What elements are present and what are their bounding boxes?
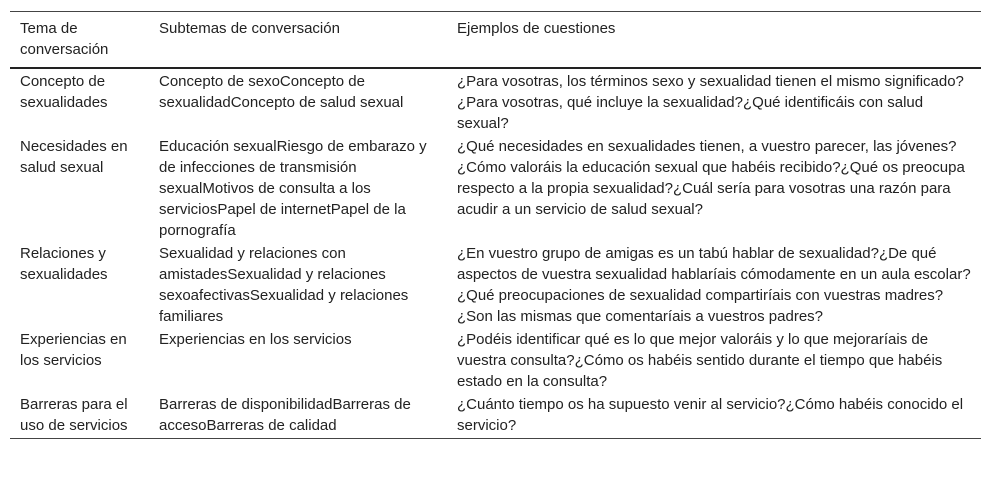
table-row bbox=[10, 329, 981, 394]
cell-ejemplos: ¿En vuestro grupo de amigas es un tabú hablar de sexualidad?¿De qué aspectos de vuestra sexualidad hablaríais cómodamente en un aula escolar?¿Qué preocupaciones de sexualidad compartiríais con vuestras madres? ¿Son las mismas que comentaríais a vuestros padres? bbox=[457, 245, 971, 325]
cell-subtemas: Concepto de sexoConcepto de sexualidadConcepto de salud sexual bbox=[159, 73, 404, 111]
cell-tema: Relaciones y sexualidades bbox=[20, 245, 108, 283]
table-row bbox=[10, 136, 981, 243]
cell-ejemplos: ¿Podéis identificar qué es lo que mejor valoráis y lo que mejoraríais de vuestra consulta?¿Cómo os habéis sentido durante el tiempo que habéis estado en la consulta? bbox=[457, 331, 943, 390]
cell-tema: Barreras para el uso de servicios bbox=[20, 396, 128, 434]
table-row bbox=[10, 243, 981, 329]
cell-subtemas: Experiencias en los servicios bbox=[159, 331, 352, 348]
cell-ejemplos: ¿Qué necesidades en sexualidades tienen, a vuestro parecer, las jóvenes?¿Cómo valoráis la educación sexual que habéis recibido?¿Qué os preocupa respecto a la propia sexualidad?¿Cuál sería para vosotras una razón para acudir a un servicio de salud sexual? bbox=[457, 138, 965, 218]
table-body bbox=[10, 68, 981, 439]
cell-ejemplos: ¿Para vosotras, los términos sexo y sexualidad tienen el mismo significado?¿Para vosotras, qué incluye la sexualidad?¿Qué identificáis con salud sexual? bbox=[457, 73, 964, 132]
cell-subtemas: Educación sexualRiesgo de embarazo y de infecciones de transmisión sexualMotivos de consulta a los serviciosPapel de internetPapel de la pornografía bbox=[159, 138, 427, 239]
cell-tema: Experiencias en los servicios bbox=[20, 331, 127, 369]
conversation-topics-table bbox=[10, 11, 981, 439]
header-tema: Tema de conversación bbox=[20, 20, 109, 58]
cell-tema: Necesidades en salud sexual bbox=[20, 138, 128, 176]
header-row bbox=[10, 12, 981, 69]
table-row bbox=[10, 68, 981, 136]
cell-subtemas: Sexualidad y relaciones con amistadesSexualidad y relaciones sexoafectivasSexualidad y relaciones familiares bbox=[159, 245, 409, 325]
cell-ejemplos: ¿Cuánto tiempo os ha supuesto venir al servicio?¿Cómo habéis conocido el servicio? bbox=[457, 396, 964, 434]
header-subtemas: Subtemas de conversación bbox=[159, 20, 340, 37]
cell-tema: Concepto de sexualidades bbox=[20, 73, 108, 111]
cell-subtemas: Barreras de disponibilidadBarreras de accesoBarreras de calidad bbox=[159, 396, 411, 434]
table-header bbox=[10, 12, 981, 69]
header-ejemplos: Ejemplos de cuestiones bbox=[457, 20, 616, 37]
table-row bbox=[10, 394, 981, 439]
